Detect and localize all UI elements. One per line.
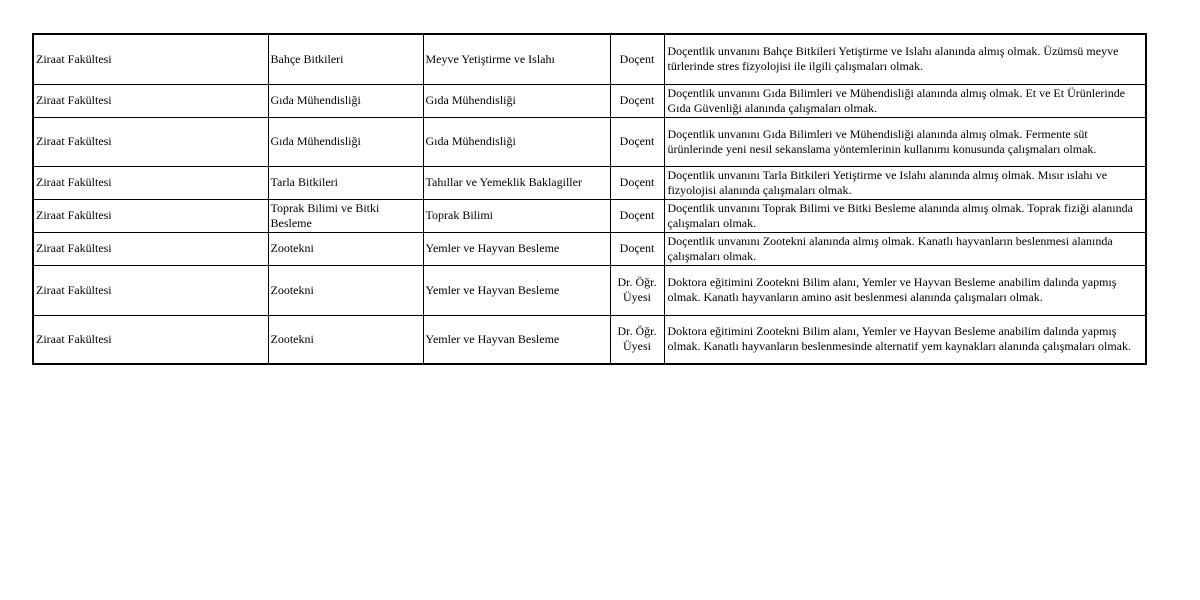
table-row (33, 265, 1146, 315)
requirement-cell: Doçentlik unvanını Toprak Bilimi ve Bitki Besleme alanında almış olmak. Toprak fiziği alanında çalışmaları olmak. (664, 199, 1146, 232)
division-cell: Gıda Mühendisliği (423, 117, 610, 166)
requirement-cell: Doçentlik unvanını Gıda Bilimleri ve Mühendisliği alanında almış olmak. Fermente süt ürünlerinde yeni nesil sekanslama yöntemlerinin kullanımı konusunda çalışmaları olmak. (664, 117, 1146, 166)
title-cell: Dr. Öğr. Üyesi (610, 315, 664, 364)
table-row (33, 199, 1146, 232)
requirement-cell: Doktora eğitimini Zootekni Bilim alanı, Yemler ve Hayvan Besleme anabilim dalında yapmış olmak. Kanatlı hayvanların beslenmesinde alternatif yem kaynakları alanında çalışmaları olmak. (664, 315, 1146, 364)
positions-table (32, 33, 1147, 365)
requirement-cell: Doktora eğitimini Zootekni Bilim alanı, Yemler ve Hayvan Besleme anabilim dalında yapmış olmak. Kanatlı hayvanların amino asit beslenmesi alanında çalışmaları olmak. (664, 265, 1146, 315)
title-cell: Doçent (610, 166, 664, 199)
department-cell: Zootekni (268, 265, 423, 315)
title-cell: Doçent (610, 232, 664, 265)
division-cell: Yemler ve Hayvan Besleme (423, 315, 610, 364)
department-cell: Toprak Bilimi ve Bitki Besleme (268, 199, 423, 232)
requirement-cell: Doçentlik unvanını Tarla Bitkileri Yetiştirme ve Islahı alanında almış olmak. Mısır ıslahı ve fizyolojisi alanında çalışmaları olmak. (664, 166, 1146, 199)
title-cell: Doçent (610, 199, 664, 232)
title-cell: Doçent (610, 117, 664, 166)
department-cell: Tarla Bitkileri (268, 166, 423, 199)
faculty-cell: Ziraat Fakültesi (33, 117, 268, 166)
title-cell: Doçent (610, 84, 664, 117)
faculty-cell: Ziraat Fakültesi (33, 34, 268, 84)
division-cell: Yemler ve Hayvan Besleme (423, 265, 610, 315)
division-cell: Toprak Bilimi (423, 199, 610, 232)
table-row (33, 117, 1146, 166)
faculty-cell: Ziraat Fakültesi (33, 84, 268, 117)
faculty-cell: Ziraat Fakültesi (33, 199, 268, 232)
faculty-cell: Ziraat Fakültesi (33, 166, 268, 199)
requirement-cell: Doçentlik unvanını Gıda Bilimleri ve Mühendisliği alanında almış olmak. Et ve Et Ürünlerinde Gıda Güvenliği alanında çalışmaları olmak. (664, 84, 1146, 117)
faculty-cell: Ziraat Fakültesi (33, 315, 268, 364)
division-cell: Yemler ve Hayvan Besleme (423, 232, 610, 265)
faculty-cell: Ziraat Fakültesi (33, 232, 268, 265)
table-row (33, 315, 1146, 364)
division-cell: Meyve Yetiştirme ve Islahı (423, 34, 610, 84)
title-cell: Doçent (610, 34, 664, 84)
table-row (33, 166, 1146, 199)
department-cell: Zootekni (268, 315, 423, 364)
table-row (33, 232, 1146, 265)
table-row (33, 34, 1146, 84)
division-cell: Gıda Mühendisliği (423, 84, 610, 117)
department-cell: Zootekni (268, 232, 423, 265)
title-cell: Dr. Öğr. Üyesi (610, 265, 664, 315)
requirement-cell: Doçentlik unvanını Zootekni alanında almış olmak. Kanatlı hayvanların beslenmesi alanında çalışmaları olmak. (664, 232, 1146, 265)
faculty-cell: Ziraat Fakültesi (33, 265, 268, 315)
requirement-cell: Doçentlik unvanını Bahçe Bitkileri Yetiştirme ve Islahı alanında almış olmak. Üzümsü meyve türlerinde stres fizyolojisi ile ilgili çalışmaları olmak. (664, 34, 1146, 84)
department-cell: Gıda Mühendisliği (268, 117, 423, 166)
department-cell: Gıda Mühendisliği (268, 84, 423, 117)
division-cell: Tahıllar ve Yemeklik Baklagiller (423, 166, 610, 199)
department-cell: Bahçe Bitkileri (268, 34, 423, 84)
table-row (33, 84, 1146, 117)
